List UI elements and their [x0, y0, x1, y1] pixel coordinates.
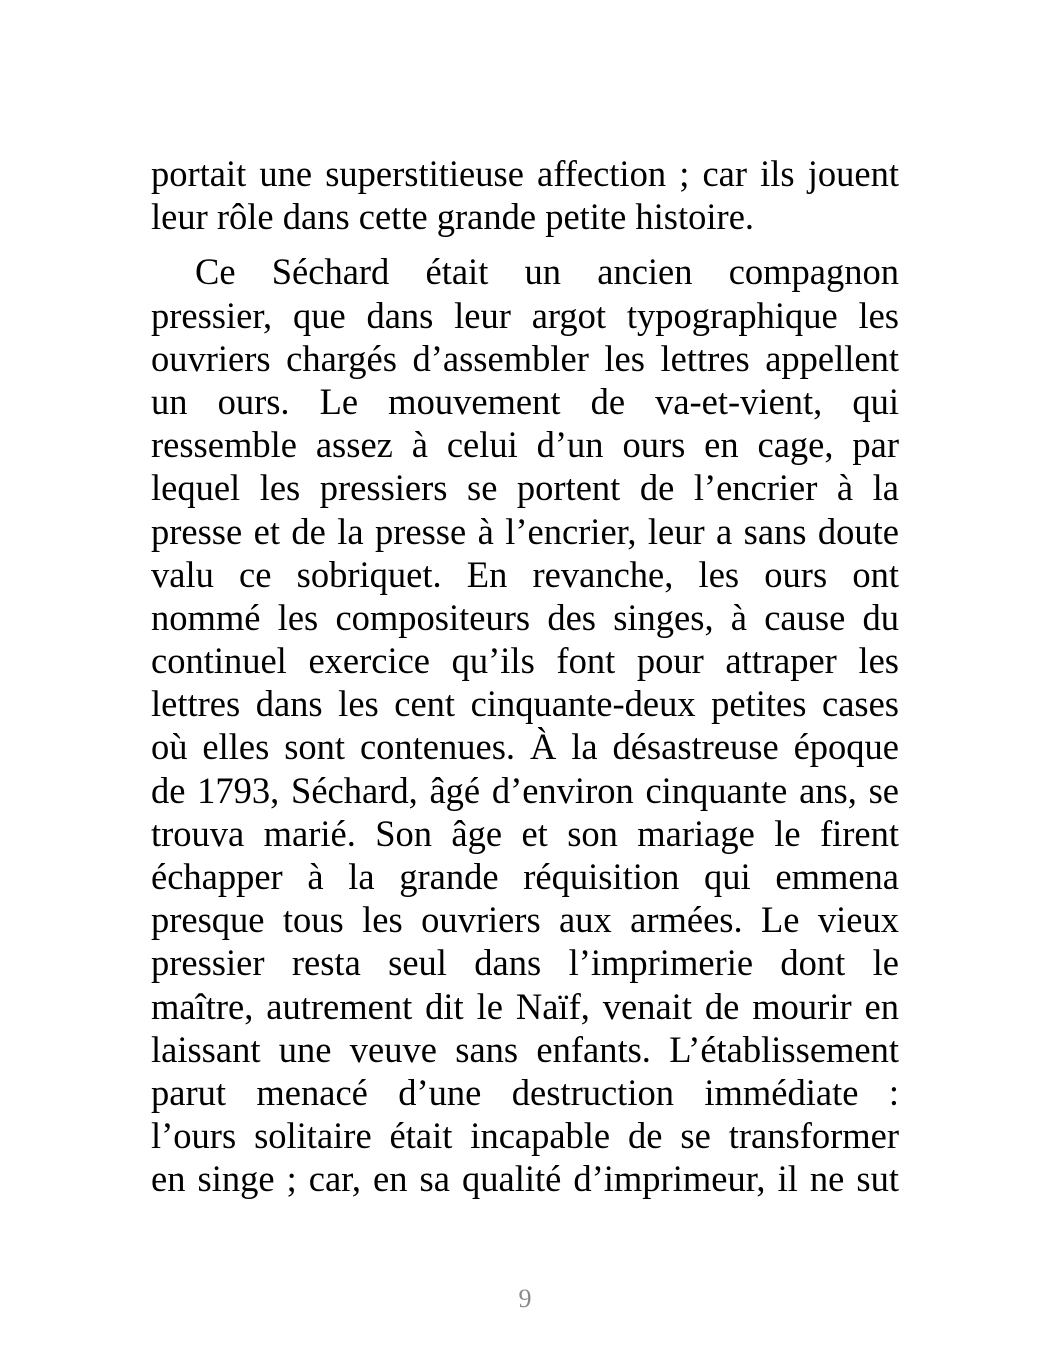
text-line: en singe ; car, en sa qualité d’imprimeur, il ne sut: [151, 1158, 899, 1200]
text-line: où elles sont contenues. À la désastreuse époque: [151, 726, 899, 768]
text-line: un ours. Le mouvement de va-et-vient, qui: [151, 380, 899, 422]
text-line: ressemble assez à celui d’un ours en cage, par: [151, 424, 899, 466]
body-text: [151, 152, 899, 1201]
page-number: 9: [518, 1284, 532, 1313]
text-line: pressier resta seul dans l’imprimerie dont le: [151, 942, 899, 984]
text-line: ouvriers chargés d’assembler les lettres appellent: [151, 337, 899, 379]
paragraph-2: [151, 250, 899, 1200]
text-line: Ce Séchard était un ancien compagnon: [195, 251, 899, 293]
text-line: lequel les pressiers se portent de l’encrier à la: [151, 467, 899, 509]
text-line: lettres dans les cent cinquante-deux petites cases: [151, 683, 899, 725]
text-line: maître, autrement dit le Naïf, venait de mourir en: [151, 985, 899, 1027]
text-line: valu ce sobriquet. En revanche, les ours ont: [151, 553, 899, 595]
text-line: leur rôle dans cette grande petite histoire.: [151, 196, 755, 238]
text-line: de 1793, Séchard, âgé d’environ cinquante ans, se: [151, 769, 899, 811]
text-line: l’ours solitaire était incapable de se transformer: [151, 1115, 899, 1157]
text-line: parut menacé d’une destruction immédiate :: [151, 1071, 899, 1113]
text-line: nommé les compositeurs des singes, à cause du: [151, 596, 899, 638]
text-line: laissant une veuve sans enfants. L’établissement: [151, 1028, 899, 1070]
text-line: échapper à la grande réquisition qui emmena: [151, 856, 899, 897]
paragraph-1: [151, 152, 899, 238]
text-line: pressier, que dans leur argot typographique les: [151, 294, 899, 336]
text-line: portait une superstitieuse affection ; car ils jouent: [151, 153, 899, 194]
text-line: continuel exercice qu’ils font pour attraper les: [151, 640, 899, 682]
text-line: presse et de la presse à l’encrier, leur a sans doute: [151, 510, 899, 552]
text-line: trouva marié. Son âge et son mariage le firent: [151, 812, 899, 854]
text-line: presque tous les ouvriers aux armées. Le vieux: [151, 899, 899, 941]
